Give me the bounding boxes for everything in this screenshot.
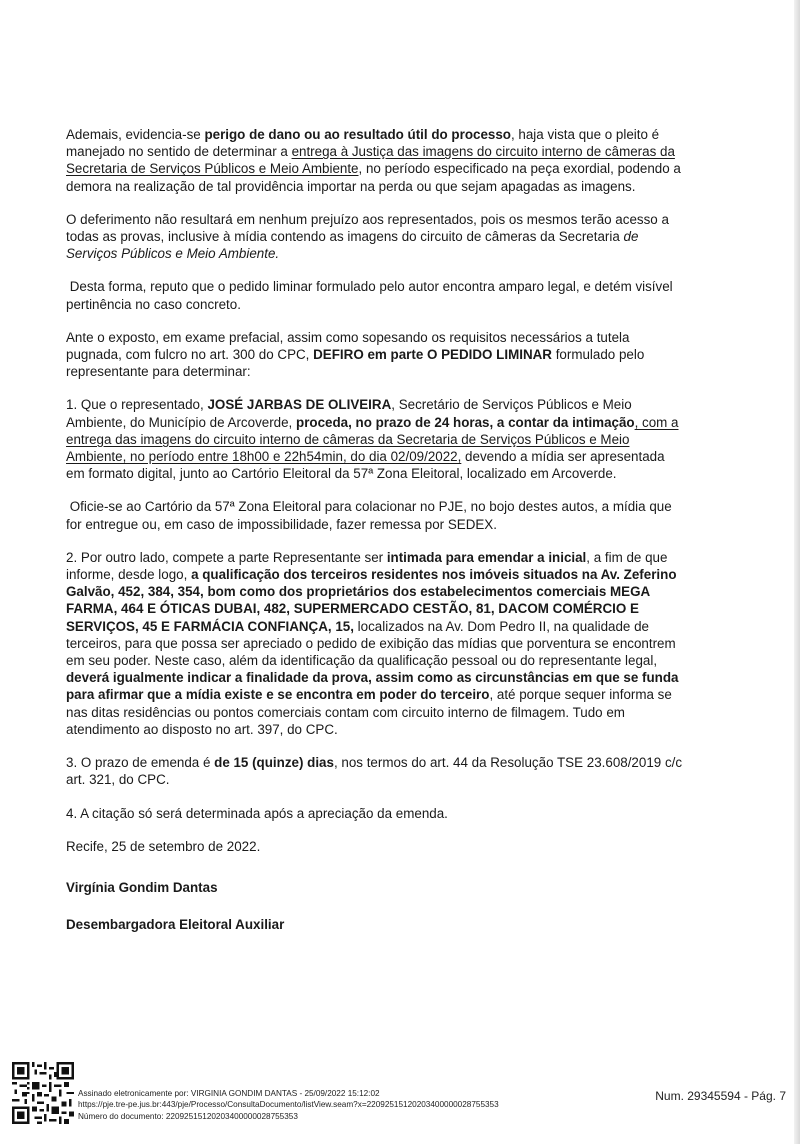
text: devendo a mídia ser apresentada em formato digital, junto ao Cartório Eleitoral da 57ª Zona Eleitoral, localizado em Arcoverde. [66, 449, 665, 482]
qr-code-icon [12, 1062, 74, 1124]
date-line: Recife, 25 de setembro de 2022. [66, 838, 261, 854]
document-number-line: Número do documento: 22092515120203400000028755353 [78, 1111, 298, 1121]
signature-block [66, 879, 684, 933]
signer-role: Desembargadora Eleitoral Auxiliar [66, 917, 285, 933]
text: 1. Que o representado, [66, 397, 208, 413]
text: 3. O prazo de emenda é [66, 755, 215, 771]
text: O deferimento não resultará em nenhum prejuízo aos representados, pois os mesmos terão acesso a todas as provas, inclusive à mídia contendo as imagens do circuito de câmeras da Secretaria [66, 211, 669, 245]
page-edge-shadow [794, 0, 800, 1144]
paragraph-oficie: Oficie-se ao Cartório da 57ª Zona Eleitoral para colacionar no PJE, no bojo destes autos, a mídia que for entregue ou, em caso de impossibilidade, fazer remessa por SEDEX. [66, 499, 676, 532]
text: Ademais, evidencia-se [66, 127, 205, 142]
signed-by-line: Assinado eletronicamente por: VIRGINIA GONDIM DANTAS - 25/09/2022 15:12:02 [78, 1089, 380, 1098]
paragraph-item-2 [66, 549, 684, 738]
text: , nos termos do art. 44 da Resolução TSE 23.608/2019 c/c art. 321, do CPC. [66, 755, 683, 788]
paragraph-item-1 [66, 396, 684, 482]
text: formulado pelo representante para determinar: [66, 347, 645, 380]
underlined-text: entrega à Justiça das imagens do circuito interno de câmeras da Secretaria de Serviços Públicos e Meio Ambiente [66, 144, 675, 177]
paragraph-no-prejudice [66, 211, 684, 263]
text: localizados na Av. Dom Pedro II, na qualidade de terceiros, para que possa ser apreciado o pedido de exibição das mídias que porventura se encontrem em seu poder. Neste caso, além da identificação da qualificação pessoal ou do representante legal, [66, 618, 676, 669]
document-body [66, 126, 684, 953]
bold-text: de 15 (quinze) dias [214, 755, 334, 771]
bold-text: intimada para emendar a inicial [386, 549, 587, 565]
bold-text: a qualificação dos terceiros residentes nos imóveis situados na Av. Zeferino Galvão, 452, 384, 354, bom como dos proprietários dos estabelecimentos comerciais MEGA FARMA, 464 E ÓTICAS DUBAI, 482, SUPERMERCADO CESTÃO, 81, DACOM COMÉRCIO E SERVIÇOS, 45 E FARMÁCIA CONFIANÇA, 15, [66, 567, 677, 634]
page-number: Num. 29345594 - Pág. 7 [655, 1089, 786, 1103]
bold-text: deverá igualmente indicar a finalidade da prova, assim como as circunstâncias em que se funda para afirmar que a mídia existe e se encontra em poder do terceiro [66, 670, 679, 703]
bold-text: perigo de dano ou ao resultado útil do processo [204, 127, 511, 142]
paragraph-item-3 [66, 754, 684, 788]
text: Ante o exposto, em exame prefacial, assim como sopesando os requisitos necessários a tutela pugnada, com fulcro no art. 300 do CPC, [66, 329, 630, 363]
text: , haja vista que o pleito é manejado no sentido de determinar a [66, 127, 660, 160]
footer-signature-info [78, 1088, 499, 1122]
paragraph-decision [66, 329, 684, 381]
bold-text: JOSÉ JARBAS DE OLIVEIRA [207, 397, 392, 413]
bold-text: proceda, no prazo de 24 horas, a contar da intimação [296, 414, 635, 430]
text: 2. Por outro lado, compete a parte Representante ser [66, 549, 387, 565]
paragraph-legal-basis: Desta forma, reputo que o pedido liminar formulado pelo autor encontra amparo legal, e detém visível pertinência no caso concreto. [66, 279, 677, 312]
italic-text: de Serviços Públicos e Meio Ambiente. [66, 229, 639, 262]
document-url-link[interactable]: https://pje.tre-pe.jus.br:443/pje/Processo/ConsultaDocumento/listView.seam?x=22092515120203400000028755353 [78, 1100, 499, 1110]
bold-text: DEFIRO em parte O PEDIDO LIMINAR [313, 347, 552, 363]
signer-name: Virgínia Gondim Dantas [66, 879, 218, 895]
paragraph-danger [66, 126, 684, 195]
text: , a fim de que informe, desde logo, [66, 549, 668, 583]
document-footer [12, 1060, 792, 1130]
text: , no período especificado na peça exordial, podendo a demora na realização de tal providência importar na perda ou que sejam apagadas as imagens. [66, 161, 681, 194]
text: , até porque sequer informa se nas ditas residências ou pontos comerciais contam com circuito interno de filmagem. Tudo em atendimento ao disposto no art. 397, do CPC. [66, 687, 672, 737]
underlined-text: , com a entrega das imagens do circuito interno de câmeras da Secretaria de Serviços Públicos e Meio Ambiente, no período entre 18h00 e 22h54min, do dia 02/09/2022, [66, 414, 679, 465]
text: , Secretário de Serviços Públicos e Meio Ambiente, do Município de Arcoverde, [66, 397, 632, 430]
paragraph-item-4: 4. A citação só será determinada após a apreciação da emenda. [66, 805, 448, 821]
